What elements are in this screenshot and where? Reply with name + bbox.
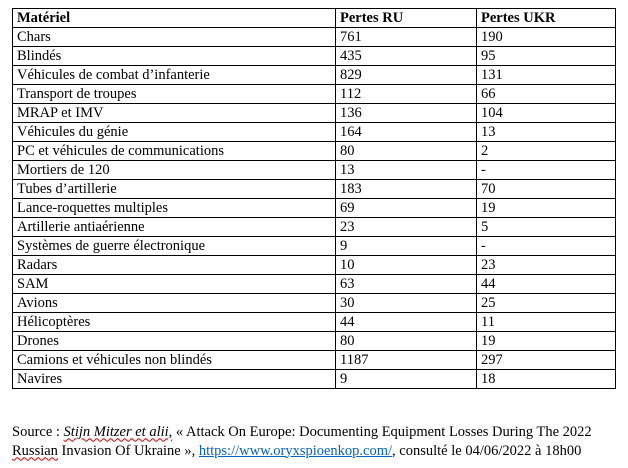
cell-pertes-ru: 69 [336,199,477,218]
equipment-losses-table [12,8,616,389]
source-author: Stijn Mitzer et alii, [63,423,173,440]
cell-pertes-ukr: 44 [477,275,616,294]
table-row [13,28,616,47]
cell-pertes-ukr: 19 [477,199,616,218]
cell-materiel: Transport de troupes [13,85,336,104]
cell-pertes-ru: 80 [336,332,477,351]
cell-materiel: MRAP et IMV [13,104,336,123]
source-title-russian: Russian [12,442,58,459]
cell-pertes-ru: 435 [336,47,477,66]
cell-pertes-ukr: 11 [477,313,616,332]
cell-pertes-ru: 23 [336,218,477,237]
cell-materiel: Véhicules de combat d’infanterie [13,66,336,85]
cell-pertes-ru: 183 [336,180,477,199]
cell-pertes-ru: 80 [336,142,477,161]
cell-pertes-ru: 1187 [336,351,477,370]
cell-pertes-ru: 44 [336,313,477,332]
header-pertes-ukr: Pertes UKR [477,9,616,28]
table-row [13,85,616,104]
cell-materiel: Drones [13,332,336,351]
cell-materiel: Navires [13,370,336,389]
cell-pertes-ukr: 23 [477,256,616,275]
header-materiel: Matériel [13,9,336,28]
table-row [13,332,616,351]
source-title-open: « Attack On Europe: Documenting Equipment Losses During The 2022 [172,423,592,440]
cell-pertes-ukr: 25 [477,294,616,313]
cell-materiel: Tubes d’artillerie [13,180,336,199]
cell-pertes-ukr: 66 [477,85,616,104]
table-row [13,294,616,313]
cell-materiel: Radars [13,256,336,275]
cell-pertes-ukr: 131 [477,66,616,85]
table-row [13,180,616,199]
cell-pertes-ru: 63 [336,275,477,294]
table-row [13,66,616,85]
cell-materiel: Lance-roquettes multiples [13,199,336,218]
cell-pertes-ukr: 5 [477,218,616,237]
cell-pertes-ukr: 95 [477,47,616,66]
cell-pertes-ru: 9 [336,237,477,256]
cell-materiel: Artillerie antiaérienne [13,218,336,237]
cell-pertes-ukr: 190 [477,28,616,47]
cell-pertes-ukr: 104 [477,104,616,123]
source-citation [12,423,618,461]
cell-materiel: Chars [13,28,336,47]
cell-pertes-ukr: 2 [477,142,616,161]
cell-pertes-ru: 112 [336,85,477,104]
cell-materiel: SAM [13,275,336,294]
cell-pertes-ukr: 19 [477,332,616,351]
source-suffix: , consulté le 04/06/2022 à 18h00 [392,442,582,459]
cell-pertes-ukr: - [477,237,616,256]
source-prefix: Source : [12,423,64,440]
cell-pertes-ru: 136 [336,104,477,123]
table-row [13,161,616,180]
table-row [13,47,616,66]
cell-materiel: Hélicoptères [13,313,336,332]
cell-pertes-ru: 761 [336,28,477,47]
cell-pertes-ru: 9 [336,370,477,389]
table-header-row [13,9,616,28]
cell-pertes-ukr: - [477,161,616,180]
cell-materiel: Avions [13,294,336,313]
cell-pertes-ru: 164 [336,123,477,142]
cell-materiel: Véhicules du génie [13,123,336,142]
cell-materiel: Blindés [13,47,336,66]
cell-pertes-ukr: 297 [477,351,616,370]
cell-materiel: Systèmes de guerre électronique [13,237,336,256]
table-row [13,142,616,161]
cell-materiel: Camions et véhicules non blindés [13,351,336,370]
table-row [13,218,616,237]
table-row [13,275,616,294]
table-row [13,370,616,389]
table-row [13,104,616,123]
cell-pertes-ru: 10 [336,256,477,275]
source-title-close: Invasion Of Ukraine », [57,442,199,459]
table-row [13,123,616,142]
cell-pertes-ukr: 18 [477,370,616,389]
cell-materiel: PC et véhicules de communications [13,142,336,161]
cell-pertes-ukr: 70 [477,180,616,199]
source-link[interactable]: https://www.oryxspioenkop.com/ [198,442,393,459]
table-row [13,313,616,332]
table-row [13,351,616,370]
cell-materiel: Mortiers de 120 [13,161,336,180]
cell-pertes-ru: 829 [336,66,477,85]
table-row [13,256,616,275]
cell-pertes-ukr: 13 [477,123,616,142]
table-row [13,199,616,218]
table-row [13,237,616,256]
header-pertes-ru: Pertes RU [336,9,477,28]
cell-pertes-ru: 13 [336,161,477,180]
cell-pertes-ru: 30 [336,294,477,313]
